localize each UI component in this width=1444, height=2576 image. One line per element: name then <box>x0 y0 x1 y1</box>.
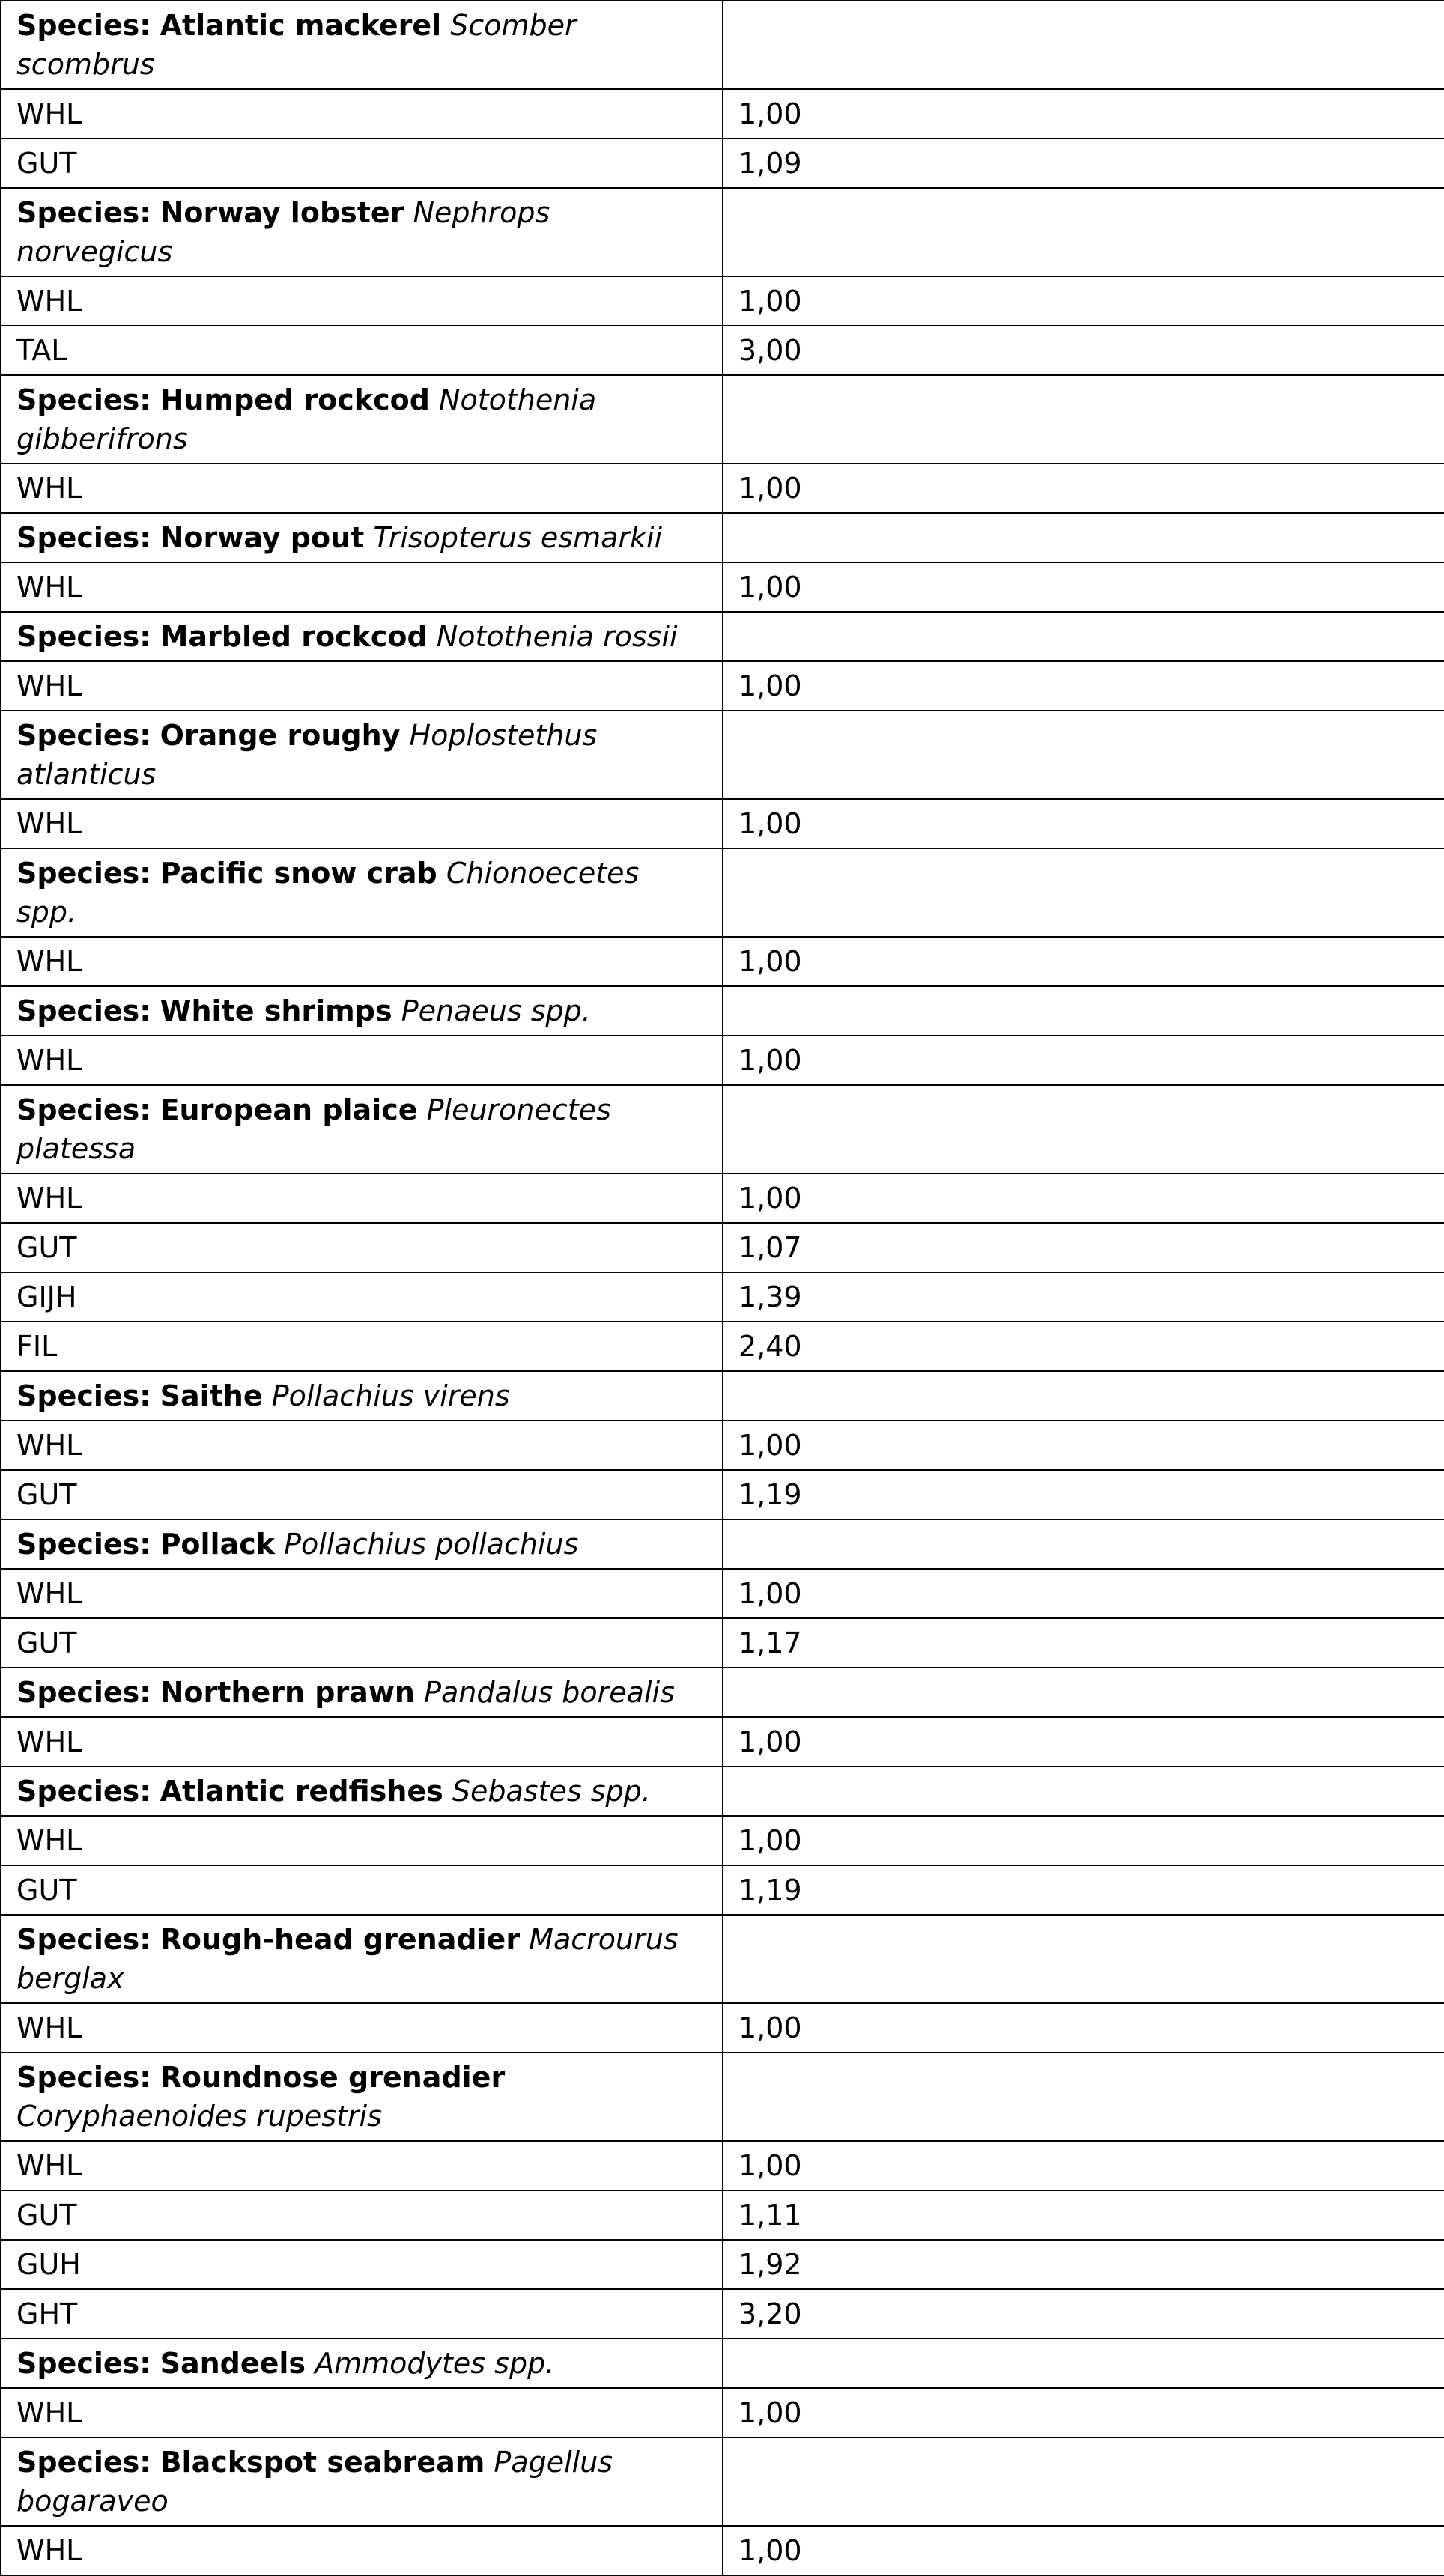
presentation-code-cell: WHL <box>1 2526 723 2575</box>
table-row <box>1 1272 1444 1322</box>
presentation-code-cell: WHL <box>1 937 723 986</box>
species-latin-name: Coryphaenoides rupestris <box>16 2100 382 2133</box>
presentation-code-cell: GUT <box>1 1223 723 1272</box>
table-row <box>1 562 1444 612</box>
species-header-row <box>1 513 1444 562</box>
presentation-code-cell: GUT <box>1 2190 723 2240</box>
species-name-cell <box>1 2437 723 2526</box>
presentation-code-cell: WHL <box>1 2003 723 2053</box>
species-common-name: Atlantic mackerel <box>160 9 442 42</box>
species-empty-cell <box>723 848 1444 937</box>
conversion-factor-cell: 1,07 <box>723 1223 1444 1272</box>
species-prefix: Species: <box>16 1923 151 1956</box>
species-latin-name: Pagellus bogaraveo <box>16 2446 613 2518</box>
presentation-code-cell: GUT <box>1 1865 723 1915</box>
species-prefix: Species: <box>16 1775 151 1808</box>
species-header-row <box>1 711 1444 799</box>
presentation-code-cell: GUT <box>1 139 723 188</box>
species-name-cell <box>1 1668 723 1717</box>
table-row <box>1 2526 1444 2575</box>
table-row <box>1 1470 1444 1519</box>
conversion-factor-table-body <box>1 1 1444 2575</box>
species-name-cell <box>1 848 723 937</box>
conversion-factor-cell: 1,00 <box>723 1421 1444 1470</box>
presentation-code-cell: GHT <box>1 2289 723 2339</box>
species-header-row <box>1 1915 1444 2003</box>
species-name-cell <box>1 1085 723 1173</box>
species-name-cell <box>1 188 723 276</box>
table-row <box>1 1569 1444 1618</box>
species-empty-cell <box>723 513 1444 562</box>
species-latin-name: Pollachius virens <box>271 1379 510 1412</box>
species-header-row <box>1 1371 1444 1421</box>
table-row <box>1 326 1444 375</box>
species-latin-name: Notothenia gibberifrons <box>16 383 597 455</box>
species-latin-name: Nephrops norvegicus <box>16 196 550 268</box>
table-row <box>1 89 1444 139</box>
species-empty-cell <box>723 375 1444 464</box>
presentation-code-cell: WHL <box>1 1717 723 1767</box>
species-empty-cell <box>723 2053 1444 2141</box>
conversion-factor-cell: 1,17 <box>723 1618 1444 1668</box>
presentation-code-cell: WHL <box>1 276 723 326</box>
species-prefix: Species: <box>16 383 151 416</box>
conversion-factor-cell: 1,00 <box>723 1173 1444 1223</box>
conversion-factor-cell: 1,00 <box>723 799 1444 848</box>
species-latin-name: Hoplostethus atlanticus <box>16 719 598 791</box>
species-latin-name: Notothenia rossii <box>436 620 678 653</box>
conversion-factor-cell: 1,00 <box>723 1036 1444 1085</box>
presentation-code-cell: GUH <box>1 2240 723 2289</box>
species-common-name: Blackspot seabream <box>160 2446 485 2479</box>
species-common-name: Humped rockcod <box>160 383 430 416</box>
table-row <box>1 937 1444 986</box>
species-name-cell <box>1 1371 723 1421</box>
species-common-name: European plaice <box>160 1093 418 1126</box>
species-prefix: Species: <box>16 1093 151 1126</box>
species-common-name: Northern prawn <box>160 1676 415 1709</box>
species-empty-cell <box>723 1 1444 89</box>
species-name-cell <box>1 1767 723 1816</box>
table-row <box>1 2240 1444 2289</box>
species-name-cell <box>1 1 723 89</box>
species-prefix: Species: <box>16 1528 151 1561</box>
presentation-code-cell: TAL <box>1 326 723 375</box>
presentation-code-cell: WHL <box>1 799 723 848</box>
presentation-code-cell: WHL <box>1 562 723 612</box>
species-empty-cell <box>723 1767 1444 1816</box>
species-common-name: Pollack <box>160 1528 276 1561</box>
presentation-code-cell: WHL <box>1 1421 723 1470</box>
conversion-factor-cell: 1,00 <box>723 937 1444 986</box>
species-header-row <box>1 1767 1444 1816</box>
species-name-cell <box>1 986 723 1036</box>
conversion-factor-cell: 1,00 <box>723 1569 1444 1618</box>
presentation-code-cell: WHL <box>1 2141 723 2190</box>
species-latin-name: Chionoecetes spp. <box>16 857 640 929</box>
conversion-factor-cell: 1,00 <box>723 1816 1444 1865</box>
conversion-factor-cell: 3,20 <box>723 2289 1444 2339</box>
conversion-factor-cell: 1,09 <box>723 139 1444 188</box>
species-empty-cell <box>723 1371 1444 1421</box>
species-common-name: Sandeels <box>160 2347 306 2380</box>
species-empty-cell <box>723 2437 1444 2526</box>
species-prefix: Species: <box>16 196 151 229</box>
species-latin-name: Pleuronectes platessa <box>16 1093 611 1165</box>
presentation-code-cell: GUT <box>1 1470 723 1519</box>
species-empty-cell <box>723 1915 1444 2003</box>
table-row <box>1 464 1444 513</box>
species-latin-name: Scomber scombrus <box>16 9 577 81</box>
presentation-code-cell: WHL <box>1 1816 723 1865</box>
table-row <box>1 1223 1444 1272</box>
species-header-row <box>1 1085 1444 1173</box>
species-name-cell <box>1 612 723 661</box>
presentation-code-cell: WHL <box>1 2388 723 2437</box>
species-common-name: Norway lobster <box>160 196 404 229</box>
species-header-row <box>1 1668 1444 1717</box>
conversion-factor-cell: 1,00 <box>723 276 1444 326</box>
conversion-factor-cell: 1,92 <box>723 2240 1444 2289</box>
species-name-cell <box>1 1915 723 2003</box>
conversion-factor-cell: 1,39 <box>723 1272 1444 1322</box>
species-common-name: Saithe <box>160 1379 263 1412</box>
table-row <box>1 1421 1444 1470</box>
species-common-name: Atlantic redfishes <box>160 1775 443 1808</box>
species-name-cell <box>1 375 723 464</box>
conversion-factor-cell: 1,00 <box>723 464 1444 513</box>
species-prefix: Species: <box>16 994 151 1027</box>
species-common-name: Norway pout <box>160 521 365 554</box>
species-latin-name: Trisopterus esmarkii <box>373 521 663 554</box>
table-row <box>1 661 1444 711</box>
table-row <box>1 276 1444 326</box>
conversion-factor-cell: 1,00 <box>723 2141 1444 2190</box>
presentation-code-cell: WHL <box>1 1173 723 1223</box>
presentation-code-cell: FIL <box>1 1322 723 1371</box>
species-header-row <box>1 2339 1444 2388</box>
table-row <box>1 139 1444 188</box>
species-header-row <box>1 612 1444 661</box>
species-header-row <box>1 1 1444 89</box>
table-row <box>1 2141 1444 2190</box>
species-common-name: Roundnose grenadier <box>160 2061 506 2094</box>
species-empty-cell <box>723 1085 1444 1173</box>
species-prefix: Species: <box>16 857 151 890</box>
species-name-cell <box>1 513 723 562</box>
conversion-factor-cell: 1,00 <box>723 1717 1444 1767</box>
conversion-factor-cell: 1,00 <box>723 2388 1444 2437</box>
presentation-code-cell: WHL <box>1 464 723 513</box>
conversion-factor-cell: 3,00 <box>723 326 1444 375</box>
table-row <box>1 799 1444 848</box>
species-prefix: Species: <box>16 620 151 653</box>
species-latin-name: Pandalus borealis <box>424 1676 675 1709</box>
species-header-row <box>1 2437 1444 2526</box>
conversion-factor-cell: 1,19 <box>723 1865 1444 1915</box>
table-row <box>1 1036 1444 1085</box>
species-empty-cell <box>723 2339 1444 2388</box>
table-row <box>1 1717 1444 1767</box>
table-row <box>1 1322 1444 1371</box>
species-header-row <box>1 375 1444 464</box>
species-empty-cell <box>723 711 1444 799</box>
species-prefix: Species: <box>16 521 151 554</box>
species-prefix: Species: <box>16 1379 151 1412</box>
species-empty-cell <box>723 612 1444 661</box>
conversion-factor-cell: 1,11 <box>723 2190 1444 2240</box>
conversion-factor-cell: 1,00 <box>723 89 1444 139</box>
species-empty-cell <box>723 1668 1444 1717</box>
table-row <box>1 2289 1444 2339</box>
conversion-factor-cell: 2,40 <box>723 1322 1444 1371</box>
species-latin-name: Macrourus berglax <box>16 1923 679 1995</box>
species-name-cell <box>1 711 723 799</box>
presentation-code-cell: GUT <box>1 1618 723 1668</box>
species-empty-cell <box>723 986 1444 1036</box>
conversion-factor-cell: 1,00 <box>723 2526 1444 2575</box>
presentation-code-cell: GIJH <box>1 1272 723 1322</box>
species-header-row <box>1 2053 1444 2141</box>
species-name-cell <box>1 1519 723 1569</box>
presentation-code-cell: WHL <box>1 1569 723 1618</box>
conversion-factor-cell: 1,00 <box>723 2003 1444 2053</box>
species-prefix: Species: <box>16 1676 151 1709</box>
species-common-name: White shrimps <box>160 994 392 1027</box>
species-latin-name: Pollachius pollachius <box>284 1528 579 1561</box>
conversion-factor-cell: 1,00 <box>723 562 1444 612</box>
species-prefix: Species: <box>16 9 151 42</box>
species-common-name: Orange roughy <box>160 719 401 752</box>
species-common-name: Rough-head grenadier <box>160 1923 521 1956</box>
species-header-row <box>1 1519 1444 1569</box>
conversion-factor-cell: 1,19 <box>723 1470 1444 1519</box>
presentation-code-cell: WHL <box>1 661 723 711</box>
species-prefix: Species: <box>16 2061 151 2094</box>
species-empty-cell <box>723 1519 1444 1569</box>
species-latin-name: Ammodytes spp. <box>315 2347 555 2380</box>
species-latin-name: Penaeus spp. <box>401 994 591 1027</box>
table-row <box>1 2190 1444 2240</box>
table-row <box>1 2003 1444 2053</box>
species-common-name: Pacific snow crab <box>160 857 437 890</box>
species-header-row <box>1 188 1444 276</box>
species-latin-name: Sebastes spp. <box>452 1775 651 1808</box>
table-row <box>1 1816 1444 1865</box>
conversion-factor-cell: 1,00 <box>723 661 1444 711</box>
presentation-code-cell: WHL <box>1 1036 723 1085</box>
species-header-row <box>1 986 1444 1036</box>
species-prefix: Species: <box>16 2446 151 2479</box>
species-prefix: Species: <box>16 719 151 752</box>
table-row <box>1 2388 1444 2437</box>
species-name-cell <box>1 2053 723 2141</box>
table-row <box>1 1618 1444 1668</box>
table-row <box>1 1173 1444 1223</box>
species-name-cell <box>1 2339 723 2388</box>
species-empty-cell <box>723 188 1444 276</box>
species-header-row <box>1 848 1444 937</box>
species-prefix: Species: <box>16 2347 151 2380</box>
table-row <box>1 1865 1444 1915</box>
species-common-name: Marbled rockcod <box>160 620 428 653</box>
presentation-code-cell: WHL <box>1 89 723 139</box>
